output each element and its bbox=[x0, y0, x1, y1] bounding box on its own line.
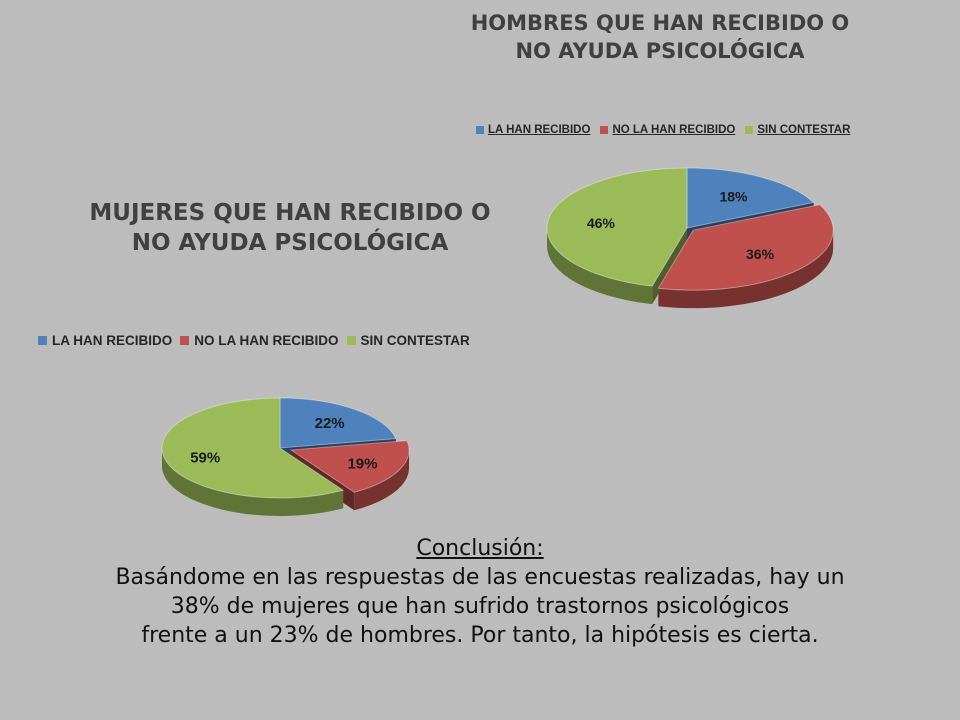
men-legend-swatch-blue bbox=[476, 126, 484, 134]
women-legend-item-no-la-han-recibido bbox=[180, 333, 338, 348]
women-legend-label: SIN CONTESTAR bbox=[360, 333, 470, 348]
women-legend-item-la-han-recibido bbox=[38, 333, 172, 348]
women-legend-swatch-red bbox=[180, 336, 189, 345]
women-pie-label-0: 22% bbox=[314, 414, 345, 432]
men-chart-legend bbox=[476, 124, 850, 136]
men-legend-label: NO LA HAN RECIBIDO bbox=[612, 124, 736, 136]
women-title-line-2: NO AYUDA PSICOLÓGICA bbox=[131, 230, 449, 257]
women-chart-legend bbox=[38, 333, 470, 348]
men-legend-swatch-red bbox=[600, 126, 608, 134]
men-legend-item-sin-contestar bbox=[745, 124, 850, 136]
conclusion-heading: Conclusión: bbox=[416, 536, 544, 561]
men-legend-label: SIN CONTESTAR bbox=[757, 124, 851, 136]
men-chart-title bbox=[400, 10, 920, 65]
men-legend-label: LA HAN RECIBIDO bbox=[488, 124, 591, 136]
conclusion-line-2: 38% de mujeres que han sufrido trastornos psicológicos bbox=[170, 594, 790, 620]
men-legend-item-no-la-han-recibido bbox=[600, 124, 735, 136]
women-legend-label: LA HAN RECIBIDO bbox=[52, 333, 173, 348]
conclusion-line-3: frente a un 23% de hombres. Por tanto, la hipótesis es cierta. bbox=[141, 623, 819, 649]
women-pie-chart bbox=[150, 390, 430, 540]
men-legend-item-la-han-recibido bbox=[476, 124, 590, 136]
men-legend-swatch-green bbox=[745, 126, 753, 134]
women-pie-label-1: 19% bbox=[347, 455, 378, 473]
conclusion bbox=[40, 536, 920, 650]
women-legend-swatch-blue bbox=[38, 336, 47, 345]
conclusion-line-1: Basándome en las respuestas de las encuestas realizadas, hay un bbox=[115, 565, 845, 590]
men-pie-label-2: 46% bbox=[586, 215, 615, 232]
women-chart-title bbox=[40, 198, 540, 259]
women-legend-label: NO LA HAN RECIBIDO bbox=[194, 333, 339, 348]
men-title-line-2: NO AYUDA PSICOLÓGICA bbox=[515, 38, 805, 63]
men-title-line-1: HOMBRES QUE HAN RECIBIDO O bbox=[470, 11, 850, 35]
conclusion-text bbox=[40, 563, 920, 650]
women-pie-label-2: 59% bbox=[190, 449, 221, 467]
women-legend-swatch-green bbox=[347, 336, 356, 345]
men-pie-label-1: 36% bbox=[746, 245, 775, 262]
men-pie-chart bbox=[535, 168, 855, 358]
women-title-line-1: MUJERES QUE HAN RECIBIDO O bbox=[89, 200, 491, 226]
women-legend-item-sin-contestar bbox=[347, 333, 470, 348]
men-pie-label-0: 18% bbox=[719, 188, 748, 205]
